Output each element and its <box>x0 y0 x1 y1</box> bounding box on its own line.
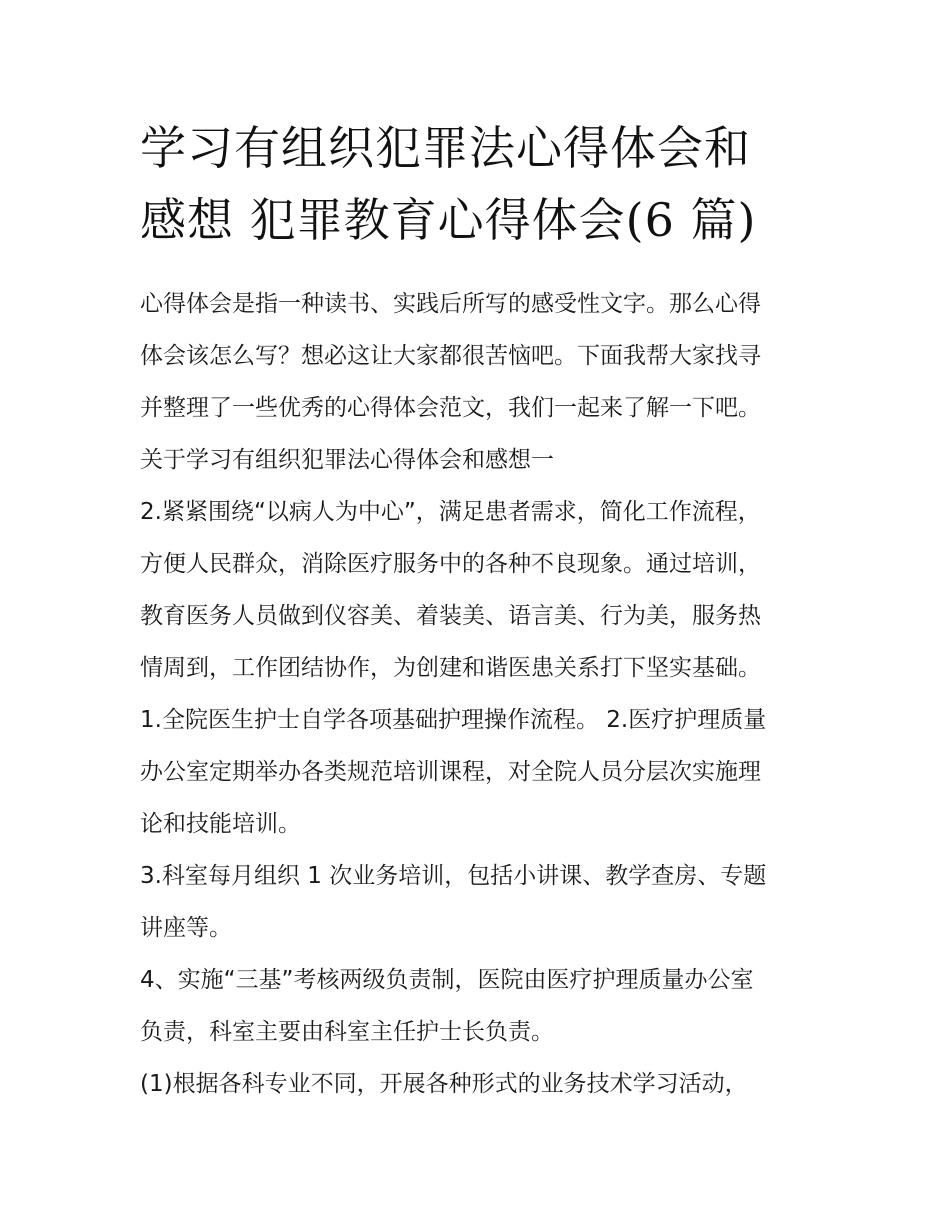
body-paragraph <box>140 850 820 954</box>
text-line: 4、实施“三基”考核两级负责制，医院由医疗护理质量办公室 <box>140 967 754 993</box>
text-line: 心得体会是指一种读书、实践后所写的感受性文字。那么心得 <box>140 291 761 317</box>
title-line: 感想 犯罪教育心得体会(6 篇) <box>140 193 757 247</box>
intro-paragraph <box>140 278 820 434</box>
body-paragraph <box>140 1058 820 1110</box>
text-line: 负责，科室主要由科室主任护士长负责。 <box>140 1019 554 1045</box>
text-line: 论和技能培训。 <box>140 811 301 837</box>
body-paragraph <box>140 694 820 850</box>
text-line: 教育医务人员做到仪容美、着装美、语言美、行为美，服务热 <box>140 603 761 629</box>
document-body <box>140 278 820 1110</box>
title-line: 学习有组织犯罪法心得体会和 <box>140 121 751 175</box>
body-paragraph <box>140 954 820 1058</box>
section-heading <box>140 434 820 486</box>
text-line: (1)根据各科专业不同，开展各种形式的业务技术学习活动， <box>140 1071 748 1097</box>
text-line: 2.紧紧围绕“以病人为中心”，满足患者需求，简化工作流程， <box>140 499 761 525</box>
text-line: 关于学习有组织犯罪法心得体会和感想一 <box>140 447 554 473</box>
text-line: 情周到，工作团结协作，为创建和谐医患关系打下坚实基础。 <box>140 655 761 681</box>
body-paragraph <box>140 486 820 694</box>
text-line: 讲座等。 <box>140 915 232 941</box>
page-title <box>140 112 820 256</box>
text-line: 3.科室每月组织 1 次业务培训，包括小讲课、教学查房、专题 <box>140 863 767 889</box>
text-line: 1.全院医生护士自学各项基础护理操作流程。 2.医疗护理质量 <box>140 707 767 733</box>
text-line: 方便人民群众，消除医疗服务中的各种不良现象。通过培训， <box>140 551 761 577</box>
text-line: 办公室定期举办各类规范培训课程，对全院人员分层次实施理 <box>140 759 761 785</box>
text-line: 体会该怎么写？想必这让大家都很苦恼吧。下面我帮大家找寻 <box>140 343 761 369</box>
text-line: 并整理了一些优秀的心得体会范文，我们一起来了解一下吧。 <box>140 395 761 421</box>
